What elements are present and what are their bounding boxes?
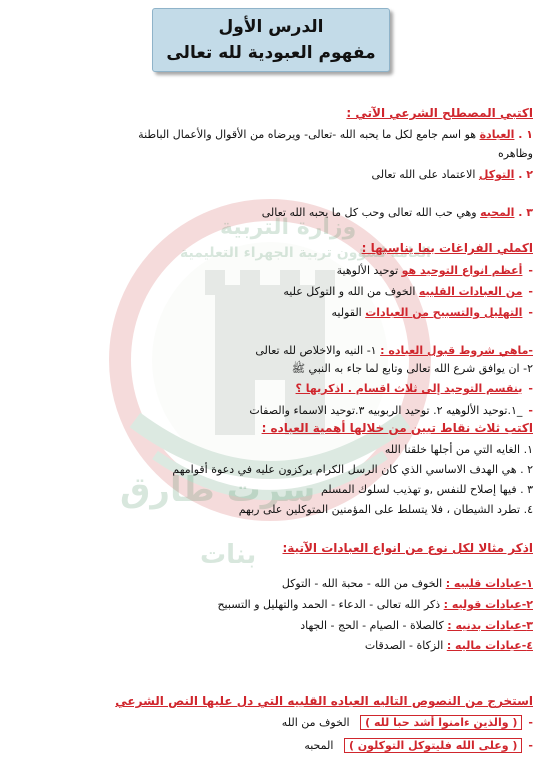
section1-heading: اكتبي المصطلح الشرعي الآتي :	[346, 106, 533, 120]
worship-type-4: ٤-عبادات ماليه : الزكاة - الصدقات	[364, 639, 533, 652]
lesson-title-box	[152, 8, 390, 72]
tawheed-question: -ينقسم التوحيد إلى ثلاث اقسام . اذكريها ؟	[295, 382, 533, 395]
lesson-title: مفهوم العبودية لله تعالى	[166, 43, 376, 63]
section2-heading: اكملي الفراغات بما يناسبها :	[361, 241, 533, 255]
term-item-1-cont: وظاهره	[497, 147, 533, 160]
condition-line-2: ٢- ان يوافق شرع الله تعالى وتابع لما جاء به النبي ﷺ	[291, 362, 533, 375]
extract-item-1: -( والذين ءامنوا أشد حبا لله ) الخوف من الله	[281, 716, 533, 729]
importance-item-4: ٤. تطرد الشيطان ، فلا يتسلط على المؤمنين المتوكلين على ربهم	[238, 503, 533, 516]
worship-type-1: ١-عبادات قلبيه : الخوف من الله - محبة الله - التوكل	[281, 577, 533, 590]
term-item-3: ٣ . المحبه وهي حب الله تعالى وحب كل ما يحبه الله تعالى	[261, 206, 533, 219]
watermark-text-3: سرت طارق	[120, 470, 316, 510]
watermark-text-2: العامة لشؤون تربية الجهراء التعليمية	[180, 245, 431, 261]
tawheed-answer: -_١.توحيد الألوهيه ٢. توحيد الربوبيه ٣.توحيد الاسماء والصفات	[249, 404, 533, 417]
lesson-number: الدرس الأول	[218, 17, 324, 37]
term-item-1: ١ . العبادة هو اسم جامع لكل ما يحبه الله -تعالى- ويرضاه من الأقوال والأعمال الباطنة	[138, 128, 533, 141]
fill-item-3: -التهليل والتسبيح من العبادات القوليه	[331, 306, 533, 319]
extract-item-2: -( وعلى الله فليتوكل التوكلون ) المحبه	[304, 739, 533, 752]
section6-heading: استخرج من النصوص التاليه العباده القلبيه التي دل عليها النص الشرعي	[115, 694, 533, 708]
fill-item-1: -أعظم انواع التوحيد هو توحيد الألوهية	[336, 264, 533, 277]
term-item-2: ٢ . التوكل الاعتماد على الله تعالى	[371, 168, 533, 181]
section3-heading: -ماهي شروط قبول العباده : ١- النيه والاخلاص لله تعالى	[255, 344, 533, 357]
worship-type-2: ٢-عبادات قوليه : ذكر الله تعالى - الدعاء - الحمد والتهليل و التسبيح	[217, 598, 533, 611]
section4-heading: اكتب ثلاث نقاط تبين من خلالها أهمية العباده :	[261, 421, 533, 435]
watermark-text-1: وزارة التربية	[220, 215, 357, 240]
importance-item-2: ٢ . هي الهدف الاساسي الذي كان الرسل الكرام يركزون عليه في دعوة أقوامهم	[172, 463, 533, 476]
importance-item-3: ٣ . فيها إصلاح للنفس ,و تهذيب لسلوك المسلم	[320, 483, 533, 496]
fill-item-2: -من العبادات القلبيه الخوف من الله و التوكل عليه	[283, 285, 533, 298]
section5-heading: اذكر مثالا لكل نوع من انواع العبادات الآتية:	[282, 541, 533, 555]
watermark-text-4: بنات	[200, 540, 257, 570]
importance-item-1: ١. الغايه التي من أجلها خلقنا الله	[384, 443, 533, 456]
worship-type-3: ٣-عبادات بدنيه : كالصلاة - الصيام - الحج - الجهاد	[300, 619, 533, 632]
